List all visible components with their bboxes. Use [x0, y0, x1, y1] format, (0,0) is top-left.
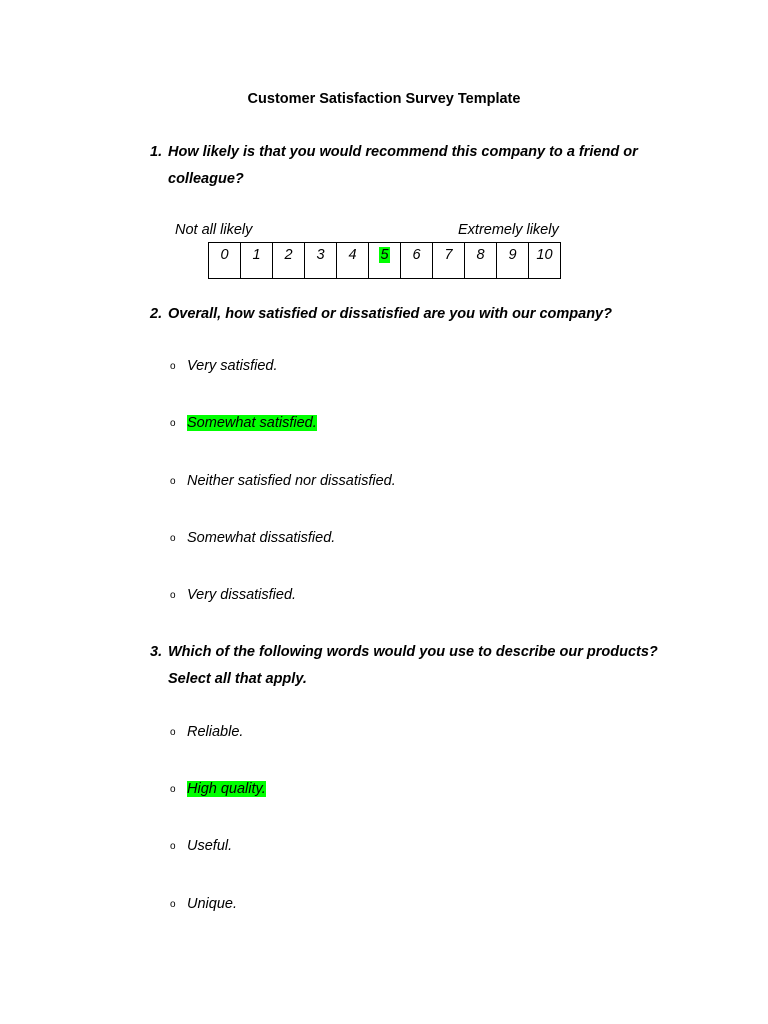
scale-option-0[interactable] — [209, 243, 241, 279]
scale-value: 1 — [252, 247, 261, 263]
option-label: Reliable. — [187, 724, 244, 740]
scale-low-label: Not all likely — [175, 222, 253, 238]
bullet-icon: o — [170, 841, 176, 852]
scale-value: 2 — [284, 247, 293, 263]
scale-option-3[interactable] — [305, 243, 337, 279]
answer-option-neither[interactable] — [170, 473, 396, 489]
answer-option-reliable[interactable] — [170, 724, 243, 740]
scale-option-1[interactable] — [241, 243, 273, 279]
scale-value: 3 — [316, 247, 325, 263]
option-label: Useful. — [187, 838, 233, 854]
answer-option-very-dissatisfied[interactable] — [170, 587, 296, 603]
scale-value: 10 — [536, 247, 553, 263]
answer-option-high-quality[interactable] — [170, 781, 266, 797]
question-text: How likely is that you would recommend this company to a friend or colleague? — [168, 144, 638, 187]
question-number: 2. — [150, 306, 163, 322]
likelihood-scale — [208, 242, 561, 279]
question-text: Overall, how satisfied or dissatisfied are you with our company? — [168, 306, 612, 322]
bullet-icon: o — [170, 418, 176, 429]
bullet-icon: o — [170, 361, 176, 372]
scale-option-5[interactable] — [369, 243, 401, 279]
option-label: Unique. — [187, 896, 237, 912]
bullet-icon: o — [170, 590, 176, 601]
question-number: 3. — [150, 644, 163, 660]
scale-option-4[interactable] — [337, 243, 369, 279]
question-3 — [150, 639, 660, 693]
scale-option-9[interactable] — [497, 243, 529, 279]
scale-value: 4 — [348, 247, 357, 263]
answer-option-very-satisfied[interactable] — [170, 358, 278, 374]
scale-option-10[interactable] — [529, 243, 561, 279]
scale-value: 8 — [476, 247, 485, 263]
scale-value: 9 — [508, 247, 517, 263]
option-label: Very dissatisfied. — [187, 587, 297, 603]
answer-option-unique[interactable] — [170, 896, 237, 912]
scale-value: 5 — [380, 247, 389, 263]
option-label: Neither satisfied nor dissatisfied. — [187, 473, 396, 489]
question-1 — [150, 139, 660, 193]
scale-value: 7 — [444, 247, 453, 263]
bullet-icon: o — [170, 784, 176, 795]
answer-option-somewhat-dissatisfied[interactable] — [170, 530, 335, 546]
scale-value: 0 — [220, 247, 229, 263]
answer-option-somewhat-satisfied[interactable] — [170, 415, 317, 431]
option-label: Very satisfied. — [187, 358, 278, 374]
answer-option-useful[interactable] — [170, 838, 232, 854]
scale-high-label: Extremely likely — [458, 222, 559, 238]
scale-option-6[interactable] — [401, 243, 433, 279]
bullet-icon: o — [170, 476, 176, 487]
scale-option-8[interactable] — [465, 243, 497, 279]
question-text: Which of the following words would you use to describe our products? Select all that apply. — [168, 644, 658, 687]
bullet-icon: o — [170, 727, 176, 738]
scale-value: 6 — [412, 247, 421, 263]
bullet-icon: o — [170, 899, 176, 910]
scale-option-2[interactable] — [273, 243, 305, 279]
page-title: Customer Satisfaction Survey Template — [247, 91, 521, 107]
option-label: Somewhat dissatisfied. — [187, 530, 336, 546]
bullet-icon: o — [170, 533, 176, 544]
option-label: High quality. — [187, 781, 266, 797]
option-label: Somewhat satisfied. — [187, 415, 317, 431]
question-2 — [150, 301, 660, 328]
scale-option-7[interactable] — [433, 243, 465, 279]
question-number: 1. — [150, 144, 163, 160]
